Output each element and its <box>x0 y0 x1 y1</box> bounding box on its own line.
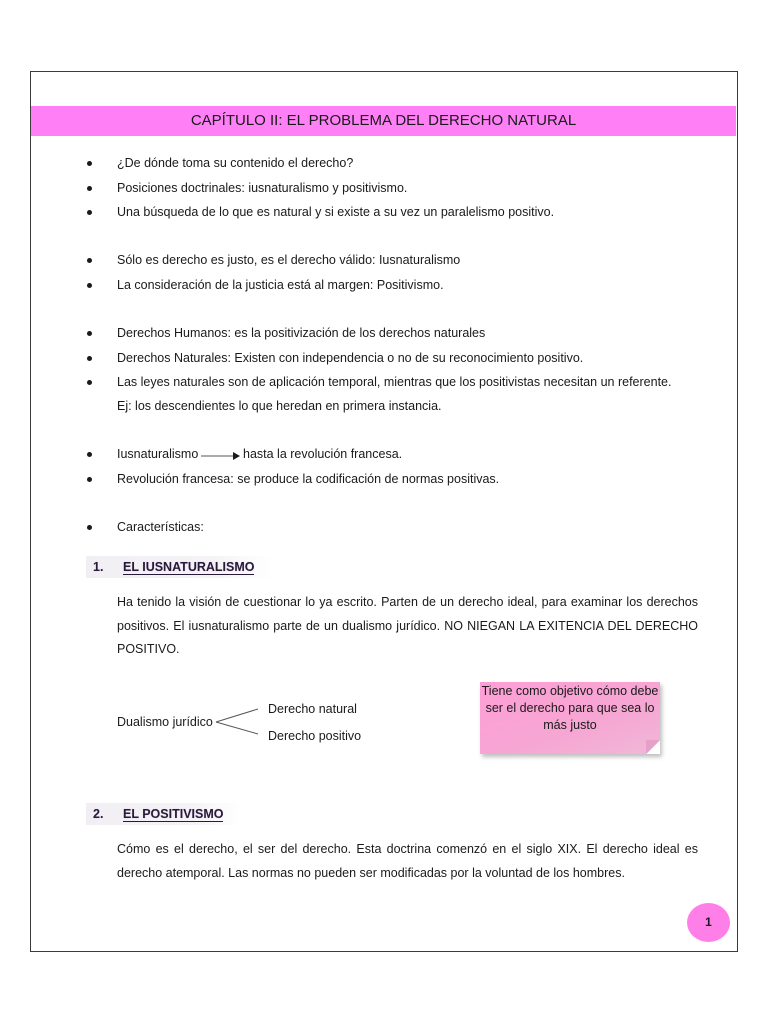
bullet-icon <box>87 380 92 385</box>
section-number: 2. <box>93 807 104 821</box>
list-item-text: Derechos Naturales: Existen con independencia o no de su reconocimiento positivo. <box>117 351 584 365</box>
arrow-right-icon <box>200 448 242 462</box>
page-curl-icon <box>646 740 660 754</box>
list-item-text: ¿De dónde toma su contenido el derecho? <box>117 156 354 170</box>
section-heading <box>86 556 272 578</box>
sticky-note <box>480 682 660 754</box>
diagram-branch-top: Derecho natural <box>268 702 357 716</box>
list-item-text: Una búsqueda de lo que es natural y si existe a su vez un paralelismo positivo. <box>117 205 555 219</box>
list-item-text: Iusnaturalismo <box>117 447 199 461</box>
branch-connector <box>214 704 264 744</box>
bullet-icon <box>87 525 92 530</box>
bullet-icon <box>87 331 92 336</box>
list-item-text: Posiciones doctrinales: iusnaturalismo y positivismo. <box>117 181 408 195</box>
bullet-icon <box>87 161 92 166</box>
page-number-badge <box>687 903 730 942</box>
bullet-icon <box>87 186 92 191</box>
diagram-branch-bottom: Derecho positivo <box>268 729 362 743</box>
list-item-text: hasta la revolución francesa. <box>243 447 403 461</box>
list-item-text: Derechos Humanos: es la positivización de los derechos naturales <box>117 326 486 340</box>
section-paragraph: Cómo es el derecho, el ser del derecho. Esta doctrina comenzó en el siglo XIX. El derecho ideal es derecho atemporal. Las normas no pueden ser modificadas por la voluntad de los hombres. <box>117 842 698 880</box>
bullet-icon <box>87 258 92 263</box>
section-paragraph: Ha tenido la visión de cuestionar lo ya escrito. Parten de un derecho ideal, para examinar los derechos positivos. El iusnaturalismo parte de un dualismo jurídico. NO NIEGAN LA EXITENCIA DEL DERECHO POSITIVO. <box>117 595 698 656</box>
bullet-icon <box>87 452 92 457</box>
section-number: 1. <box>93 560 104 574</box>
bullet-icon <box>87 356 92 361</box>
bullet-icon <box>87 210 92 215</box>
list-item-text: Las leyes naturales son de aplicación temporal, mientras que los positivistas necesitan un referente. <box>117 375 672 389</box>
list-item-text: Características: <box>117 520 204 534</box>
bullet-icon <box>87 283 92 288</box>
diagram-root-label: Dualismo jurídico <box>117 715 213 729</box>
list-item-text: Revolución francesa: se produce la codificación de normas positivas. <box>117 472 500 486</box>
list-item-text: La consideración de la justicia está al margen: Positivismo. <box>117 278 444 292</box>
bullet-icon <box>87 477 92 482</box>
chapter-title <box>31 106 736 136</box>
page-number: 1 <box>705 915 712 929</box>
section-heading-text: EL IUSNATURALISMO <box>123 560 255 574</box>
list-item-text: Sólo es derecho es justo, es el derecho válido: Iusnaturalismo <box>117 253 461 267</box>
list-item-continuation: Ej: los descendientes lo que heredan en primera instancia. <box>117 399 442 413</box>
section-heading <box>86 803 241 825</box>
section-heading-text: EL POSITIVISMO <box>123 807 224 821</box>
sticky-note-text: Tiene como objetivo cómo debe ser el derecho para que sea lo más justo <box>481 684 659 732</box>
chapter-title-text: CAPÍTULO II: EL PROBLEMA DEL DERECHO NATURAL <box>190 112 577 129</box>
